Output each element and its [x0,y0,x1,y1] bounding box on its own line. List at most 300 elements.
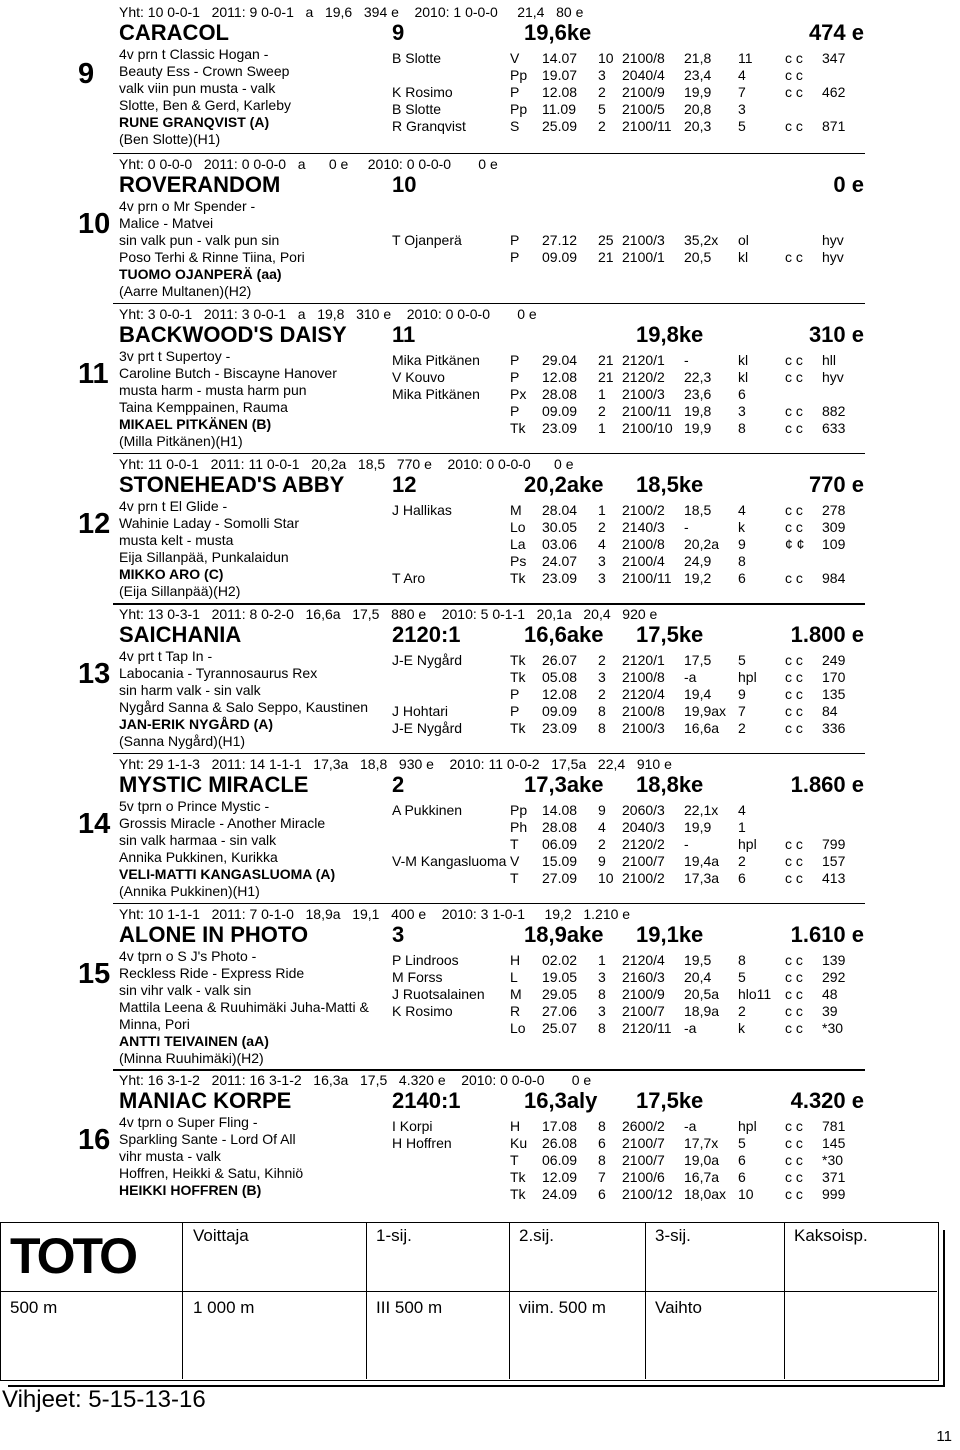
start-time: 17,3a [684,870,720,886]
start-dist: 2060/3 [622,802,665,818]
best-time-2: 19,1ke [636,922,704,947]
start-driver: T Ojanperä [392,232,462,248]
start-shoe: c c [785,84,803,100]
horse-info-line: Annika Pukkinen, Kurikka [119,849,278,865]
page-number: 11 [936,1428,952,1445]
entry-summary-line: Yht: 10 1-1-1 2011: 7 0-1-0 18,9a 19,1 400 e 2010: 3 1-0-1 19,2 1.210 e [119,906,631,922]
start-time: -a [684,1118,697,1134]
horse-info [119,798,335,900]
start-place: k [738,519,745,535]
start-pos: 8 [598,1020,606,1036]
start-dist: 2120/4 [622,686,665,702]
start-odds: 48 [822,986,838,1002]
start-track: P [510,352,520,368]
horse-name: ROVERANDOM [119,172,281,197]
start-dist: 2120/2 [622,369,665,385]
start-track: S [510,118,520,134]
prize-money: 474 e [808,20,864,45]
horse-info-line: 4v prn o Mr Spender - [119,198,256,214]
start-track: T [510,1152,519,1168]
start-shoe: c c [785,986,803,1002]
start-pos: 2 [598,652,606,668]
start-date: 27.12 [542,232,578,248]
start-date: 28.08 [542,386,578,402]
start-date: 12.08 [542,84,578,100]
start-track: L [510,969,518,985]
start-place: 6 [738,870,746,886]
start-place: 4 [738,67,746,83]
start-time: 19,4a [684,853,720,869]
best-time-2: 17,5ke [636,1088,704,1113]
start-odds: 371 [822,1169,846,1185]
start-dist: 2100/8 [622,536,665,552]
horse-name: BACKWOOD'S DAISY [119,322,347,347]
start-odds: 139 [822,952,846,968]
horse-info-line: ANTTI TEIVAINEN (aA) [119,1033,269,1049]
start-odds: 999 [822,1186,846,1202]
start-driver: K Rosimo [392,1003,453,1019]
start-dist: 2100/10 [622,420,673,436]
start-time: 19,5 [684,952,712,968]
start-time: 21,8 [684,50,712,66]
start-pos: 8 [598,720,606,736]
start-driver: M Forss [392,969,443,985]
start-dist: 2100/6 [622,1169,665,1185]
start-date: 06.09 [542,836,578,852]
prize-money: 0 e [833,172,864,197]
best-time-2: 18,8ke [636,772,704,797]
start-track: R [510,1003,521,1019]
start-pos: 9 [598,802,606,818]
horse-info-line: TUOMO OJANPERÄ (aa) [119,266,282,282]
start-dist: 2100/3 [622,720,665,736]
toto-row2-500m: 500 m [10,1298,58,1317]
start-time: 17,5 [684,652,712,668]
start-shoe: c c [785,1003,803,1019]
start-time: 18,9a [684,1003,720,1019]
start-dist: 2100/4 [622,553,665,569]
horse-info-line: RUNE GRANQVIST (A) [119,114,270,130]
toto-header-2sij: 2.sij. [519,1226,554,1245]
start-date: 12.08 [542,369,578,385]
start-date: 26.08 [542,1135,578,1151]
start-number: 13 [78,658,111,690]
horse-info-line: Caroline Butch - Biscayne Hanover [119,365,337,381]
start-place: k [738,1020,745,1036]
start-shoe: c c [785,969,803,985]
start-driver: R Granqvist [392,118,466,134]
horse-info-line: (Aarre Multanen)(H2) [119,283,252,299]
start-place: 5 [738,1135,746,1151]
start-place: 2 [738,1003,746,1019]
start-track: Tk [510,669,526,685]
horse-name: STONEHEAD'S ABBY [119,472,345,497]
horse-info-line: 4v prt t Tap In - [119,648,213,664]
horse-info [119,46,291,148]
start-time: 18,5 [684,502,712,518]
start-pos: 1 [598,386,606,402]
start-dist: 2100/7 [622,1003,665,1019]
start-dist: 2140/3 [622,519,665,535]
entry-separator [113,153,865,154]
horse-info-line: HEIKKI HOFFREN (B) [119,1182,262,1198]
start-shoe: c c [785,118,803,134]
start-driver: V Kouvo [392,369,445,385]
start-place: 11 [738,50,753,66]
start-number: 14 [78,808,111,840]
start-odds: *30 [822,1020,844,1036]
start-date: 25.09 [542,118,578,134]
start-date: 02.02 [542,952,578,968]
start-date: 09.09 [542,703,578,719]
start-shoe: c c [785,669,803,685]
start-number: 16 [78,1124,111,1156]
start-dist: 2100/9 [622,986,665,1002]
start-odds: 278 [822,502,846,518]
horse-name: MANIAC KORPE [119,1088,292,1113]
start-shoe: c c [785,420,803,436]
start-driver: H Hoffren [392,1135,452,1151]
horse-info [119,348,337,450]
start-odds: 135 [822,686,846,702]
start-number: 10 [78,208,111,240]
start-date: 09.09 [542,249,578,265]
start-track: Pp [510,101,528,117]
start-pos: 5 [598,101,606,117]
start-dist: 2100/11 [622,118,672,134]
start-pos: 10 [598,870,614,886]
start-pos: 6 [598,1186,606,1202]
toto-divider [784,1222,785,1379]
start-driver: J-E Nygård [392,652,463,668]
start-date: 26.07 [542,652,578,668]
track-number: 9 [392,20,405,45]
start-shoe: c c [785,502,803,518]
start-track: V [510,853,520,869]
start-place: hpl [738,1118,757,1134]
start-pos: 2 [598,84,606,100]
start-place: 2 [738,720,746,736]
start-time: 20,5 [684,249,712,265]
start-track: T [510,836,519,852]
start-dist: 2100/11 [622,403,672,419]
start-track: Tk [510,420,526,436]
prize-money: 1.610 e [790,922,864,947]
start-driver: V-M Kangasluoma [392,853,507,869]
start-number: 11 [78,358,109,390]
start-shoe: c c [785,652,803,668]
start-dist: 2120/1 [622,352,665,368]
start-track: Ph [510,819,528,835]
start-time: -a [684,1020,697,1036]
start-time: 16,6a [684,720,720,736]
start-date: 14.08 [542,802,578,818]
track-number: 3 [392,922,405,947]
start-odds: 170 [822,669,846,685]
horse-name: ALONE IN PHOTO [119,922,309,947]
start-odds: 249 [822,652,846,668]
toto-divider [645,1222,646,1379]
start-shoe: c c [785,870,803,886]
start-place: 6 [738,570,746,586]
start-shoe: c c [785,352,803,368]
start-pos: 3 [598,553,606,569]
start-track: P [510,249,520,265]
best-time: 17,3ake [524,772,604,797]
start-track: P [510,232,520,248]
start-shoe: c c [785,249,803,265]
entry-separator [113,303,865,304]
start-date: 23.09 [542,720,578,736]
toto-row2-iii500m: III 500 m [376,1298,443,1317]
start-pos: 2 [598,403,606,419]
horse-info-line: (Annika Pukkinen)(H1) [119,883,260,899]
horse-info-line: 4v tprn o Super Fling - [119,1114,258,1130]
start-dist: 2120/11 [622,1020,672,1036]
start-time: 17,7x [684,1135,719,1151]
prize-money: 4.320 e [790,1088,864,1113]
start-place: kl [738,369,749,385]
start-odds: 799 [822,836,846,852]
start-odds: hll [822,352,837,368]
start-track: Ku [510,1135,528,1151]
horse-info-line: sin vihr valk - valk sin [119,982,252,998]
track-number: 12 [392,472,417,497]
start-shoe: c c [785,519,803,535]
start-dist: 2100/2 [622,502,665,518]
horse-info-line: JAN-ERIK NYGÅRD (A) [119,716,273,732]
start-shoe: c c [785,570,803,586]
prize-money: 1.860 e [790,772,864,797]
start-driver: P Lindroos [392,952,459,968]
start-driver: Mika Pitkänen [392,352,480,368]
start-odds: 871 [822,118,846,134]
entry-summary-line: Yht: 16 3-1-2 2011: 16 3-1-2 16,3a 17,5 4.320 e 2010: 0 0-0-0 0 e [119,1072,592,1088]
start-place: hpl [738,669,757,685]
start-dist: 2100/3 [622,386,665,402]
start-time: 19,2 [684,570,712,586]
start-odds: 984 [822,570,846,586]
entry-summary-line: Yht: 29 1-1-3 2011: 14 1-1-1 17,3a 18,8 930 e 2010: 11 0-0-2 17,5a 22,4 910 e [119,756,672,772]
start-time: 19,9 [684,84,712,100]
toto-shadow [6,1228,943,1385]
start-place: 10 [738,1186,754,1202]
start-track: M [510,986,522,1002]
start-dist: 2100/7 [622,853,665,869]
toto-divider [182,1222,183,1291]
start-place: 6 [738,1152,746,1168]
entry-summary-line: Yht: 3 0-0-1 2011: 3 0-0-1 a 19,8 310 e 2010: 0 0-0-0 0 e [119,306,537,322]
start-place: 5 [738,652,746,668]
start-track: Px [510,386,527,402]
horse-info-line: Taina Kemppainen, Rauma [119,399,288,415]
start-pos: 2 [598,519,606,535]
horse-info-line: Labocania - Tyrannosaurus Rex [119,665,318,681]
start-pos: 1 [598,952,606,968]
toto-header-1sij: 1-sij. [376,1226,412,1245]
horse-name: CARACOL [119,20,229,45]
start-dist: 2100/8 [622,703,665,719]
start-dist: 2100/7 [622,1135,665,1151]
entry-separator [113,453,865,454]
start-date: 27.06 [542,1003,578,1019]
start-number: 12 [78,508,111,540]
prize-money: 1.800 e [790,622,864,647]
start-dist: 2100/9 [622,84,665,100]
start-odds: hyv [822,232,844,248]
start-track: Lo [510,1020,526,1036]
start-time: 35,2x [684,232,719,248]
start-time: 24,9 [684,553,712,569]
start-track: P [510,403,520,419]
horse-info-line: 3v prt t Supertoy - [119,348,231,364]
start-place: 8 [738,553,746,569]
start-time: 22,1x [684,802,719,818]
start-shoe: c c [785,853,803,869]
toto-divider [366,1222,367,1379]
toto-header-3sij: 3-sij. [655,1226,691,1245]
start-odds: 336 [822,720,846,736]
start-track: H [510,1118,521,1134]
start-pos: 3 [598,1003,606,1019]
start-place: 5 [738,969,746,985]
start-place: kl [738,249,749,265]
start-dist: 2120/2 [622,836,665,852]
start-driver: Mika Pitkänen [392,386,480,402]
horse-info [119,948,369,1067]
start-pos: 4 [598,819,606,835]
start-odds: 781 [822,1118,846,1134]
start-time: 18,0ax [684,1186,727,1202]
start-dist: 2600/2 [622,1118,665,1134]
toto-row2-1000m: 1 000 m [193,1298,255,1317]
track-number: 2140:1 [392,1088,461,1113]
start-track: Tk [510,720,526,736]
horse-info-line: (Eija Sillanpää)(H2) [119,583,241,599]
start-shoe: c c [785,67,803,83]
start-odds: 413 [822,870,846,886]
start-pos: 2 [598,836,606,852]
start-dist: 2160/3 [622,969,665,985]
horse-info-line: Wahinie Laday - Somolli Star [119,515,300,531]
start-date: 06.09 [542,1152,578,1168]
start-time: 19,8 [684,403,712,419]
horse-info-line: (Sanna Nygård)(H1) [119,733,246,749]
start-time: 20,5a [684,986,720,1002]
start-shoe: c c [785,1152,803,1168]
start-date: 29.05 [542,986,578,1002]
best-time: 19,6ke [524,20,592,45]
horse-info [119,498,299,600]
horse-info-line: MIKKO ARO (C) [119,566,224,582]
start-date: 30.05 [542,519,578,535]
start-driver: J Hohtari [392,703,449,719]
start-shoe: c c [785,686,803,702]
start-track: P [510,369,520,385]
start-pos: 6 [598,1135,606,1151]
start-shoe: c c [785,1020,803,1036]
start-pos: 21 [598,249,614,265]
start-pos: 1 [598,420,606,436]
toto-header-voittaja: Voittaja [193,1226,249,1245]
start-dist: 2120/4 [622,952,665,968]
start-track: Ps [510,553,527,569]
horse-info-line: Hoffren, Heikki & Satu, Kihniö [119,1165,304,1181]
horse-info-line: Reckless Ride - Express Ride [119,965,305,981]
start-track: T [510,870,519,886]
start-pos: 21 [598,352,614,368]
start-shoe: c c [785,1169,803,1185]
horse-info-line: 4v prn t El Glide - [119,498,228,514]
start-shoe: c c [785,703,803,719]
horse-info-line: (Ben Slotte)(H1) [119,131,221,147]
horse-info-line: 5v tprn o Prince Mystic - [119,798,270,814]
start-time: - [684,836,689,852]
start-date: 09.09 [542,403,578,419]
start-pos: 3 [598,570,606,586]
horse-info-line: musta kelt - musta [119,532,234,548]
start-dist: 2100/8 [622,669,665,685]
start-date: 24.09 [542,1186,578,1202]
toto-divider [0,1291,937,1292]
start-place: 5 [738,118,746,134]
start-driver: B Slotte [392,50,442,66]
start-time: - [684,352,689,368]
start-place: 6 [738,1169,746,1185]
start-dist: 2100/11 [622,570,672,586]
start-dist: 2100/5 [622,101,665,117]
start-place: 2 [738,853,746,869]
start-shoe: c c [785,1186,803,1202]
horse-info-line: Sparkling Sante - Lord Of All [119,1131,296,1147]
start-pos: 25 [598,232,614,248]
start-track: Pp [510,802,528,818]
start-date: 15.09 [542,853,578,869]
start-place: 7 [738,703,746,719]
start-driver: B Slotte [392,101,442,117]
start-shoe: c c [785,836,803,852]
start-driver: T Aro [392,570,426,586]
start-shoe: c c [785,1118,803,1134]
start-dist: 2100/7 [622,1152,665,1168]
start-dist: 2120/1 [622,652,665,668]
start-date: 14.07 [542,50,578,66]
horse-info-line: Nygård Sanna & Salo Seppo, Kaustinen [119,699,369,715]
start-time: 19,9 [684,819,712,835]
start-dist: 2040/3 [622,819,665,835]
start-odds: 109 [822,536,846,552]
start-pos: 8 [598,986,606,1002]
start-date: 23.09 [542,420,578,436]
horse-name: MYSTIC MIRACLE [119,772,309,797]
start-pos: 10 [598,50,614,66]
horse-info-line: (Milla Pitkänen)(H1) [119,433,243,449]
start-track: Tk [510,1186,526,1202]
start-odds: 633 [822,420,846,436]
start-driver: J-E Nygård [392,720,463,736]
best-time: 16,6ake [524,622,604,647]
horse-info-line: MIKAEL PITKÄNEN (B) [119,416,272,432]
start-dist: 2040/4 [622,67,665,83]
start-date: 17.08 [542,1118,578,1134]
start-place: 7 [738,84,746,100]
horse-info-line: (Minna Ruuhimäki)(H2) [119,1050,264,1066]
start-track: Lo [510,519,526,535]
start-place: 8 [738,420,746,436]
entry-separator [113,903,865,904]
best-time: 16,3aly [524,1088,598,1113]
start-odds: 347 [822,50,846,66]
